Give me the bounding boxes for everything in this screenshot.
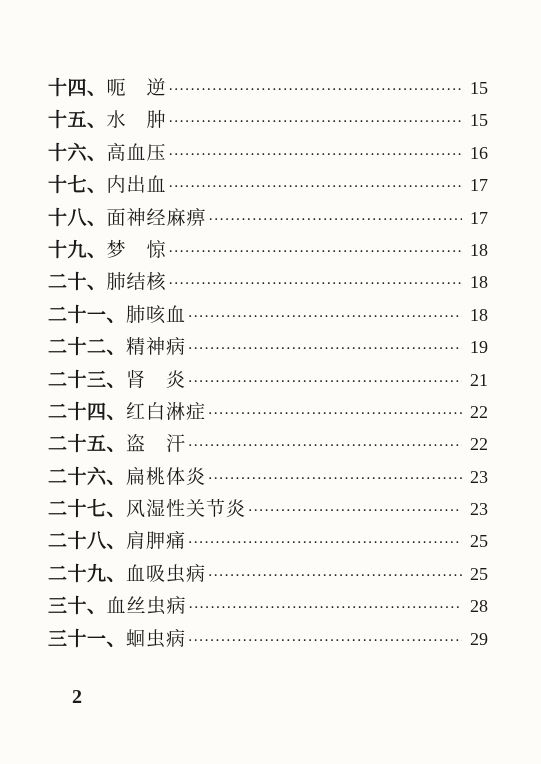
dot-leader (188, 430, 462, 462)
entry-page: 18 (470, 239, 488, 260)
toc-entry[interactable] (48, 493, 488, 525)
entry-number: 二十九、 (48, 562, 127, 585)
dot-leader (188, 333, 462, 365)
toc-entry[interactable] (48, 331, 488, 363)
entry-title: 精神病 (126, 336, 187, 359)
toc-entry[interactable] (48, 558, 488, 590)
toc-entry[interactable] (48, 169, 488, 201)
dot-leader (208, 398, 462, 430)
entry-title: 肺咳血 (126, 303, 187, 326)
dot-leader (188, 366, 462, 398)
dot-leader (209, 204, 462, 236)
toc-entry[interactable] (48, 396, 488, 428)
dot-leader (248, 495, 462, 527)
dot-leader (188, 625, 462, 657)
entry-title: 蛔虫病 (126, 627, 187, 650)
entry-page: 22 (470, 434, 488, 455)
entry-title: 扁桃体炎 (126, 465, 207, 488)
toc-entry[interactable] (48, 104, 488, 136)
dot-leader (169, 171, 462, 203)
entry-title: 肺结核 (106, 271, 167, 294)
dot-leader (189, 592, 462, 624)
entry-title: 红白淋症 (126, 400, 207, 423)
entry-number: 二十二、 (48, 336, 127, 359)
dot-leader (208, 560, 462, 592)
entry-page: 28 (470, 596, 488, 617)
entry-title: 风湿性关节炎 (126, 498, 247, 521)
entry-number: 十四、 (48, 77, 107, 99)
entry-page: 17 (470, 175, 488, 196)
entry-number: 二十八、 (48, 530, 127, 553)
entry-title: 内出血 (106, 174, 167, 197)
entry-page: 22 (470, 401, 488, 422)
toc-entry[interactable] (48, 428, 488, 460)
dot-leader (208, 463, 462, 495)
entry-number: 二十一、 (48, 303, 127, 326)
entry-page: 23 (470, 466, 488, 487)
toc-entry[interactable] (48, 234, 488, 266)
entry-title: 呃 逆 (106, 77, 167, 99)
entry-page: 18 (470, 304, 488, 325)
toc-entry[interactable] (48, 590, 488, 622)
entry-title: 血吸虫病 (126, 562, 207, 585)
entry-title: 水 肿 (106, 109, 167, 132)
entry-title: 高血压 (106, 141, 167, 164)
entry-page: 16 (470, 142, 488, 163)
entry-page: 15 (470, 78, 488, 98)
entry-number: 二十六、 (48, 465, 127, 488)
entry-number: 二十、 (48, 271, 107, 294)
toc-entry[interactable] (48, 623, 488, 655)
toc-entry[interactable] (48, 202, 488, 234)
toc-entry[interactable] (48, 299, 488, 331)
toc-entry[interactable] (48, 266, 488, 298)
toc-entry[interactable] (48, 137, 488, 169)
dot-leader (169, 236, 462, 268)
entry-title: 盗 汗 (126, 433, 187, 456)
entry-page: 17 (470, 207, 488, 228)
dot-leader (188, 527, 462, 559)
toc-entry[interactable] (48, 72, 488, 104)
entry-title: 血丝虫病 (106, 595, 187, 618)
dot-leader (169, 74, 462, 106)
entry-title: 肾 炎 (126, 368, 187, 391)
dot-leader (169, 106, 462, 138)
entry-number: 十八、 (48, 206, 107, 229)
entry-number: 十六、 (48, 141, 107, 164)
entry-page: 18 (470, 272, 488, 293)
dot-leader (169, 268, 462, 300)
toc-entry[interactable] (48, 525, 488, 557)
entry-number: 十七、 (48, 174, 107, 197)
toc-entry[interactable] (48, 461, 488, 493)
dot-leader (169, 139, 462, 171)
table-of-contents (48, 72, 488, 655)
entry-number: 二十四、 (48, 400, 127, 423)
entry-page: 19 (470, 337, 488, 358)
entry-number: 十五、 (48, 109, 107, 132)
entry-number: 十九、 (48, 238, 107, 261)
entry-number: 二十五、 (48, 433, 127, 456)
entry-number: 三十、 (48, 595, 107, 618)
entry-page: 29 (470, 628, 488, 649)
entry-page: 15 (470, 110, 488, 131)
entry-page: 21 (470, 369, 488, 390)
entry-title: 梦 惊 (106, 238, 167, 261)
entry-number: 二十三、 (48, 368, 127, 391)
entry-title: 面神经麻痹 (106, 206, 207, 229)
entry-number: 三十一、 (48, 627, 127, 650)
entry-page: 25 (470, 563, 488, 584)
entry-number: 二十七、 (48, 498, 127, 521)
entry-page: 23 (470, 499, 488, 520)
toc-entry[interactable] (48, 364, 488, 396)
page-number: 2 (72, 686, 82, 708)
entry-title: 肩胛痛 (126, 530, 187, 553)
entry-page: 25 (470, 531, 488, 552)
dot-leader (188, 301, 462, 333)
